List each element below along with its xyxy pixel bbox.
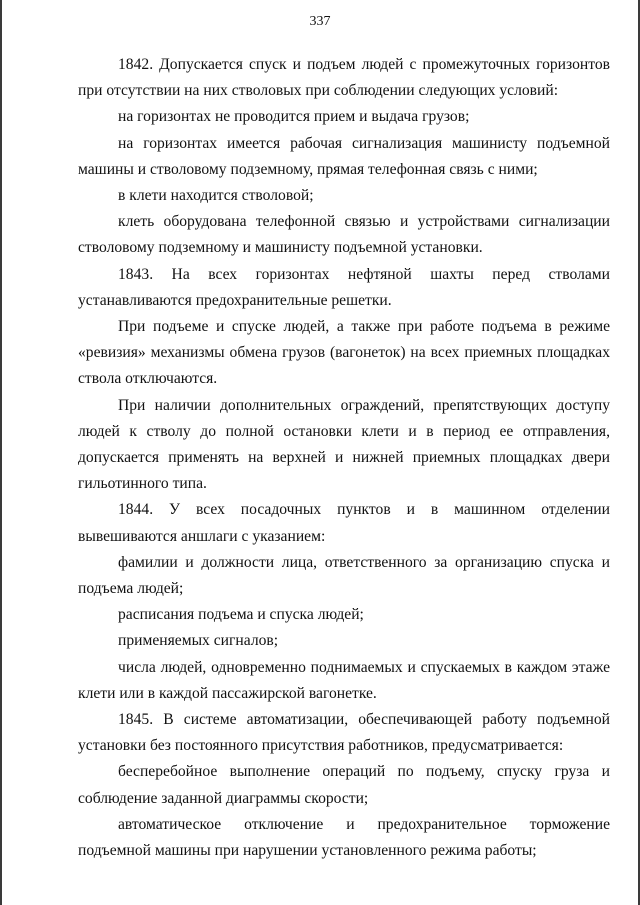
paragraph-revision-mode: При подъеме и спуске людей, а также при работе подъема в режиме «ревизия» механизмы обмена грузов (вагонеток) на всех приемных площадках ствола отключаются. [78, 318, 610, 388]
paragraph-notice-schedule: расписания подъема и спуска людей; [118, 606, 364, 624]
paragraph-automation-braking: автоматическое отключение и предохранительное торможение подъемной машины при нарушении установленного режима работы; [78, 815, 610, 860]
paragraph-notice-people-count: числа людей, одновременно поднимаемых и спускаемых в каждом этаже клети или в каждой пассажирской вагонетке. [78, 658, 610, 702]
paragraph-guillotine-doors: При наличии дополнительных ограждений, препятствующих доступу людей к стволу до полной остановки клети и в период ее отправления, допускается применять на верхней и нижней приемных площадках двери гильотинного типа. [78, 396, 610, 493]
document-body [78, 52, 610, 864]
paragraph-notice-signals: применяемых сигналов; [118, 632, 279, 650]
paragraph-notice-responsible-person: фамилии и должности лица, ответственного за организацию спуска и подъема людей; [78, 553, 610, 598]
paragraph-1842-intro: 1842. Допускается спуск и подъем людей с промежуточных горизонтов при отсутствии на них стволовых при соблюдении следующих условий: [78, 56, 610, 100]
paragraph-1845-automation: 1845. В системе автоматизации, обеспечивающей работу подъемной установки без постоянного присутствия работников, предусматривается: [78, 711, 610, 755]
paragraph-automation-operations: бесперебойное выполнение операций по подъему, спуску груза и соблюдение заданной диаграммы скорости; [78, 763, 610, 807]
paragraph-condition-signaling: на горизонтах имеется рабочая сигнализация машинисту подъемной машины и стволовому подземному, прямая телефонная связь с ними; [78, 134, 610, 178]
paragraph-condition-shaft-worker: в клети находится стволовой; [118, 187, 314, 205]
paragraph-1844-notices: 1844. У всех посадочных пунктов и в машинном отделении вывешиваются аншлаги с указанием: [78, 501, 610, 545]
paragraph-condition-no-cargo: на горизонтах не проводится прием и выдача грузов; [118, 108, 470, 126]
paragraph-1843-gratings: 1843. На всех горизонтах нефтяной шахты перед стволами устанавливаются предохранительные решетки. [78, 265, 610, 309]
page-number: 337 [309, 14, 331, 29]
paragraph-condition-cage-equipped: клеть оборудована телефонной связью и устройствами сигнализации стволовому подземному и машинисту подъемной установки. [78, 213, 610, 257]
